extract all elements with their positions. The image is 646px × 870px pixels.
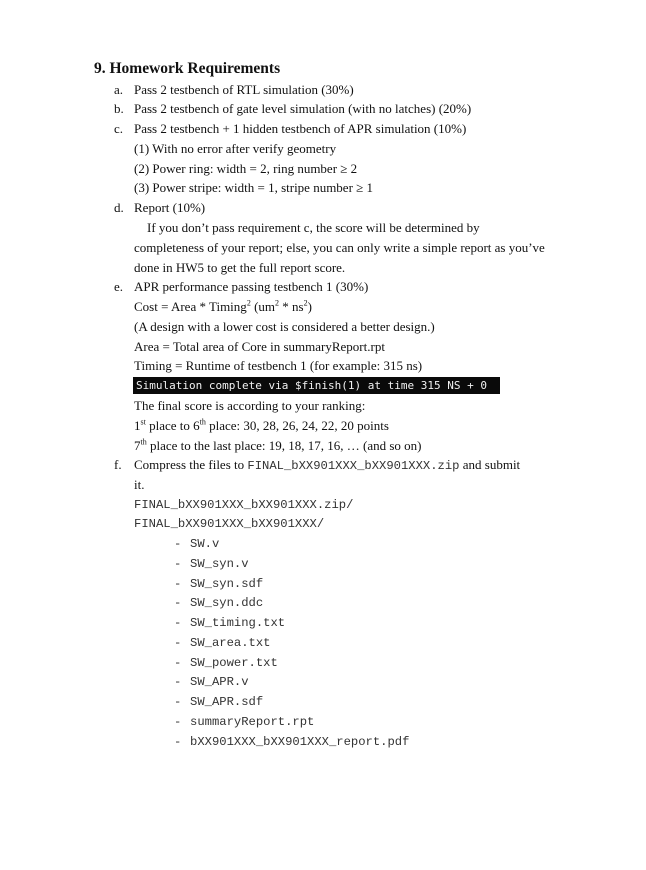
file-list-item: - SW.v (174, 537, 220, 551)
item-b-marker: b. (114, 101, 124, 116)
item-c-sub3: (3) Power stripe: width = 1, stripe number ≥ 1 (134, 180, 374, 195)
ranking-intro: The final score is according to your ranking: (134, 398, 366, 413)
area-definition: Area = Total area of Core in summaryReport.rpt (134, 339, 385, 354)
cost-note: (A design with a lower cost is considered a better design.) (134, 319, 435, 334)
file-list-item: - SW_area.txt (174, 636, 271, 650)
section-heading: 9. Homework Requirements (94, 60, 281, 77)
zip-filename: FINAL_bXX901XXX_bXX901XXX.zip (247, 459, 460, 473)
file-list-item: - SW_syn.v (174, 557, 249, 571)
item-d-para-line3: done in HW5 to get the full report score. (134, 260, 346, 275)
ranking-line-1: 1st place to 6th place: 30, 28, 26, 24, 22, 20 points (134, 417, 389, 433)
item-f-marker: f. (114, 457, 122, 472)
file-list-item: - SW_APR.v (174, 675, 249, 689)
item-c-text: Pass 2 testbench + 1 hidden testbench of APR simulation (10%) (134, 121, 467, 136)
item-d-para-line1: If you don’t pass requirement c, the score will be determined by (147, 220, 480, 235)
file-list-item: - bXX901XXX_bXX901XXX_report.pdf (174, 735, 410, 749)
item-d-marker: d. (114, 200, 124, 215)
item-f-text-cont: it. (134, 477, 145, 492)
terminal-output-snippet: Simulation complete via $finish(1) at time 315 NS + 0 (133, 377, 500, 394)
file-list-item: - SW_power.txt (174, 656, 278, 670)
item-b-text: Pass 2 testbench of gate level simulation (with no latches) (20%) (134, 101, 472, 116)
item-f-text: Compress the files to FINAL_bXX901XXX_bXX901XXX.zip and submit (134, 457, 521, 473)
timing-definition: Timing = Runtime of testbench 1 (for example: 315 ns) (134, 358, 423, 373)
file-list-item: - SW_syn.ddc (174, 596, 264, 610)
file-list-item: - SW_APR.sdf (174, 695, 264, 709)
item-c-sub1: (1) With no error after verify geometry (134, 141, 337, 156)
item-a-marker: a. (114, 82, 124, 97)
folder-path: FINAL_bXX901XXX_bXX901XXX/ (134, 517, 325, 531)
item-d-para-line2: completeness of your report; else, you can only write a simple report as you’ve (134, 240, 545, 255)
cost-formula: Cost = Area * Timing$^2$ $(um^2 * ns^2)$ (134, 298, 312, 314)
item-a-text: Pass 2 testbench of RTL simulation (30%) (134, 82, 354, 97)
item-e-text: APR performance passing testbench 1 (30%) (134, 279, 369, 294)
file-list-item: - SW_timing.txt (174, 616, 286, 630)
item-d-text: Report (10%) (134, 200, 206, 215)
item-c-sub2: (2) Power ring: width = 2, ring number ≥ 2 (134, 161, 358, 176)
ranking-line-2: 7th place to the last place: 19, 18, 17, 16, … (and so on) (134, 437, 422, 453)
file-list-item: - summaryReport.rpt (174, 715, 315, 729)
item-c-marker: c. (114, 121, 124, 136)
file-list-item: - SW_syn.sdf (174, 577, 264, 591)
item-e-marker: e. (114, 279, 124, 294)
zip-path: FINAL_bXX901XXX_bXX901XXX.zip/ (134, 498, 354, 512)
